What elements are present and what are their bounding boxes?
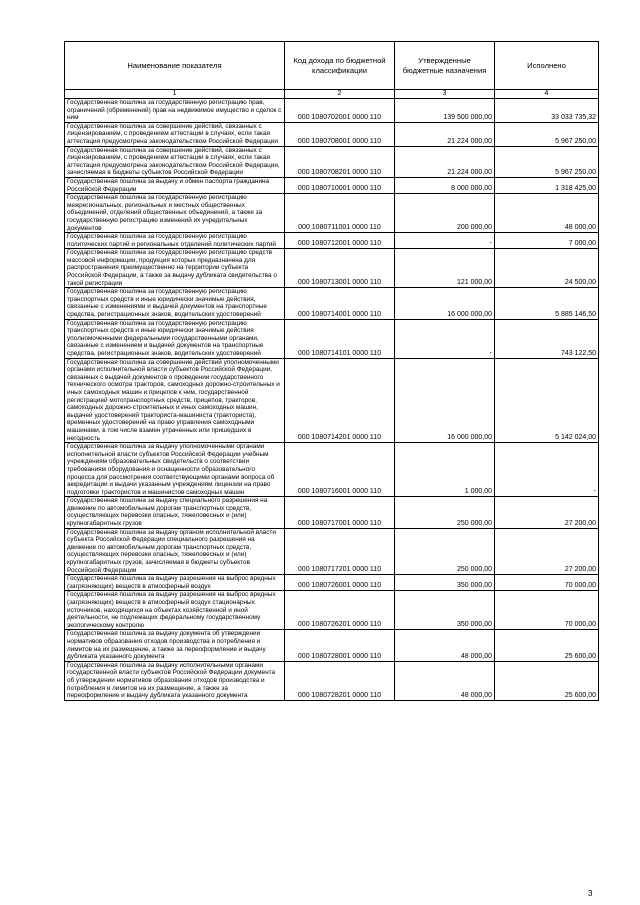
row-executed-cell: 27 200,00 <box>495 528 599 575</box>
row-code-cell: 000 1080702001 0000 110 <box>285 99 395 123</box>
row-name-cell: Государственная пошлина за государственную регистрацию прав, ограничений (обременений) прав на недвижимое имущество и сделок с ним <box>65 99 285 123</box>
table-row <box>65 177 599 193</box>
row-approved-cell: 250 000,00 <box>395 497 495 528</box>
row-code-cell: 000 1080728201 0000 110 <box>285 661 395 700</box>
row-approved-cell: 48 000,00 <box>395 661 495 700</box>
row-executed-cell: 25 600,00 <box>495 661 599 700</box>
row-executed-cell: 5 142 024,00 <box>495 358 599 443</box>
row-executed-cell: 743 122,50 <box>495 319 599 358</box>
row-code-cell: 000 1080714201 0000 110 <box>285 358 395 443</box>
row-name-cell: Государственная пошлина за выдачу уполномоченными органами исполнительной власти субъектов Российской Федерации учебным учреждениям образовательных свидетельств о соответствии требованиям оборудования и оснащенности образовательного процесса для рассмотрения соответствующими органами вопроса об аккредитации и выдачи указанным учреждениям лицензии на право подготовки трактористов и машинистов самоходных машин <box>65 443 285 497</box>
header-executed: Исполнено <box>495 42 599 90</box>
row-executed-cell: 7 000,00 <box>495 233 599 249</box>
row-name-cell: Государственная пошлина за выдачу органом исполнительной власти субъекта Российской Федерации специального разрешения на движение по автомобильным дорогам транспортных средств, осуществляющих перевозки опасных, тяжеловесных и (или) крупногабаритных грузов, зачисляемая в бюджеты субъектов Российской Федерации <box>65 528 285 575</box>
row-code-cell: 000 1080708001 0000 110 <box>285 122 395 146</box>
row-code-cell: 000 1080728001 0000 110 <box>285 630 395 661</box>
row-name-cell: Государственная пошлина за государственную регистрацию политических партий и региональных отделений политических партий <box>65 233 285 249</box>
column-number: 1 <box>65 90 285 99</box>
row-executed-cell: 27 200,00 <box>495 497 599 528</box>
row-code-cell: 000 1080714101 0000 110 <box>285 319 395 358</box>
page-number: 3 <box>588 889 593 898</box>
row-executed-cell: - <box>495 443 599 497</box>
header-name: Наименование показателя <box>65 42 285 90</box>
table-row <box>65 630 599 661</box>
row-approved-cell: 350 000,00 <box>395 591 495 630</box>
header-code: Код дохода по бюджетной классификации <box>285 42 395 90</box>
row-approved-cell: 8 000 000,00 <box>395 177 495 193</box>
row-code-cell: 000 1080717201 0000 110 <box>285 528 395 575</box>
row-name-cell: Государственная пошлина за государственную регистрацию межрегиональных, региональных и местных общественных объединений, отделений общественных объединений, а также за государственную регистрацию изменений их учредительных документов <box>65 194 285 233</box>
row-name-cell: Государственная пошлина за выдачу и обмен паспорта гражданина Российской Федерации <box>65 177 285 193</box>
column-number: 3 <box>395 90 495 99</box>
row-approved-cell: 48 000,00 <box>395 630 495 661</box>
table-row <box>65 358 599 443</box>
row-executed-cell: 5 885 146,50 <box>495 288 599 319</box>
row-name-cell: Государственная пошлина за совершение действий уполномоченными органами исполнительной власти субъектов Российской Федерации, связанных с выдачей документов о проведении государственного технического осмотра тракторов, самоходных дорожно-строительных и иных самоходных машин и прицепов к ним, государственной регистрацией мототранспортных средств, прицепов, тракторов, самоходных дорожно-строительных и иных самоходных машин, выдачей удостоверений тракториста-машиниста (тракториста), временных удостоверений на право управления самоходными машинами, в том числе взамен утраченных или пришедших в негодность <box>65 358 285 443</box>
row-executed-cell: 1 318 425,00 <box>495 177 599 193</box>
table-row <box>65 233 599 249</box>
row-code-cell: 000 1080717001 0000 110 <box>285 497 395 528</box>
row-code-cell: 000 1080713001 0000 110 <box>285 249 395 288</box>
table-row <box>65 122 599 146</box>
row-executed-cell: 5 967 250,00 <box>495 146 599 177</box>
table-row <box>65 194 599 233</box>
row-name-cell: Государственная пошлина за совершение действий, связанных с лицензированием, с проведением аттестации в случаях, если такая аттестация предусмотрена законодательством Российской Федерации, зачисляемая в бюджеты субъектов Российской Федерации <box>65 146 285 177</box>
table-row <box>65 661 599 700</box>
row-executed-cell: 5 967 250,00 <box>495 122 599 146</box>
row-approved-cell: 139 500 000,00 <box>395 99 495 123</box>
header-row <box>65 42 599 90</box>
row-approved-cell: 200 000,00 <box>395 194 495 233</box>
row-name-cell: Государственная пошлина за государственную регистрацию транспортных средств и иные юридически значимые действия, связанные с изменениями и выдачей документов на транспортные средства, регистрационных знаков, водительских удостоверений <box>65 288 285 319</box>
row-executed-cell: 24 500,00 <box>495 249 599 288</box>
row-approved-cell: 21 224 000,00 <box>395 122 495 146</box>
budget-revenue-table <box>64 41 599 701</box>
table-row <box>65 575 599 591</box>
row-code-cell: 000 1080710001 0000 110 <box>285 177 395 193</box>
table-row <box>65 99 599 123</box>
row-name-cell: Государственная пошлина за государственную регистрацию средств массовой информации, продукция которых предназначена для распространения преимущественно на территории субъекта Российской Федерации, а также за выдачу дубликата свидетельства о такой регистрации <box>65 249 285 288</box>
header-approved: Утвержденные бюджетные назначения <box>395 42 495 90</box>
row-name-cell: Государственная пошлина за выдачу документа об утверждении нормативов образования отходов производства и потребления и лимитов на их размещение, а также за переоформление и выдачу дубликата указанного документа <box>65 630 285 661</box>
column-number-row <box>65 90 599 99</box>
table-row <box>65 319 599 358</box>
row-approved-cell: 250 000,00 <box>395 528 495 575</box>
row-approved-cell: 350 000,00 <box>395 575 495 591</box>
column-number: 2 <box>285 90 395 99</box>
row-approved-cell: 21 224 000,00 <box>395 146 495 177</box>
row-executed-cell: 70 000,00 <box>495 591 599 630</box>
row-code-cell: 000 1080712001 0000 110 <box>285 233 395 249</box>
row-executed-cell: 48 000,00 <box>495 194 599 233</box>
column-number: 4 <box>495 90 599 99</box>
row-code-cell: 000 1080708201 0000 110 <box>285 146 395 177</box>
row-code-cell: 000 1080726201 0000 110 <box>285 591 395 630</box>
row-code-cell: 000 1080711001 0000 110 <box>285 194 395 233</box>
table-row <box>65 288 599 319</box>
table-row <box>65 443 599 497</box>
row-executed-cell: 25 600,00 <box>495 630 599 661</box>
row-approved-cell: - <box>395 319 495 358</box>
row-name-cell: Государственная пошлина за государственную регистрацию транспортных средств и иные юридически значимые действия уполномоченными федеральными государственными органами, связанные с изменением и выдачей документов на транспортные средства, регистрационных знаков, водительских удостоверений <box>65 319 285 358</box>
row-approved-cell: 16 000 000,00 <box>395 288 495 319</box>
row-approved-cell: 1 000,00 <box>395 443 495 497</box>
table-row <box>65 528 599 575</box>
table-row <box>65 591 599 630</box>
table-row <box>65 146 599 177</box>
row-code-cell: 000 1080726001 0000 110 <box>285 575 395 591</box>
table-row <box>65 249 599 288</box>
row-name-cell: Государственная пошлина за выдачу разрешения на выброс вредных (загрязняющих) веществ в атмосферный воздух стационарных источников, находящихся на объектах хозяйственной и иной деятельности, не подлежащих федеральному государственному экологическому контролю <box>65 591 285 630</box>
row-name-cell: Государственная пошлина за выдачу исполнительными органами государственной власти субъектов Российской Федерации документа об утверждении нормативов образования отходов производства и потребления и лимитов на их размещение, а также за переоформление и выдачу дубликата указанного документа <box>65 661 285 700</box>
row-approved-cell: 121 000,00 <box>395 249 495 288</box>
row-code-cell: 000 1080714001 0000 110 <box>285 288 395 319</box>
row-name-cell: Государственная пошлина за выдачу специального разрешения на движение по автомобильным дорогам транспортных средств, осуществляющих перевозки опасных, тяжеловесных и (или) крупногабаритных грузов <box>65 497 285 528</box>
row-approved-cell: 16 000 000,00 <box>395 358 495 443</box>
row-executed-cell: 33 033 735,32 <box>495 99 599 123</box>
row-code-cell: 000 1080716001 0000 110 <box>285 443 395 497</box>
row-name-cell: Государственная пошлина за совершение действий, связанных с лицензированием, с проведением аттестации в случаях, если такая аттестация предусмотрена законодательством Российской Федерации <box>65 122 285 146</box>
row-name-cell: Государственная пошлина за выдачу разрешения на выброс вредных (загрязняющих) веществ в атмосферный воздух <box>65 575 285 591</box>
row-executed-cell: 70 000,00 <box>495 575 599 591</box>
row-approved-cell: - <box>395 233 495 249</box>
table-row <box>65 497 599 528</box>
